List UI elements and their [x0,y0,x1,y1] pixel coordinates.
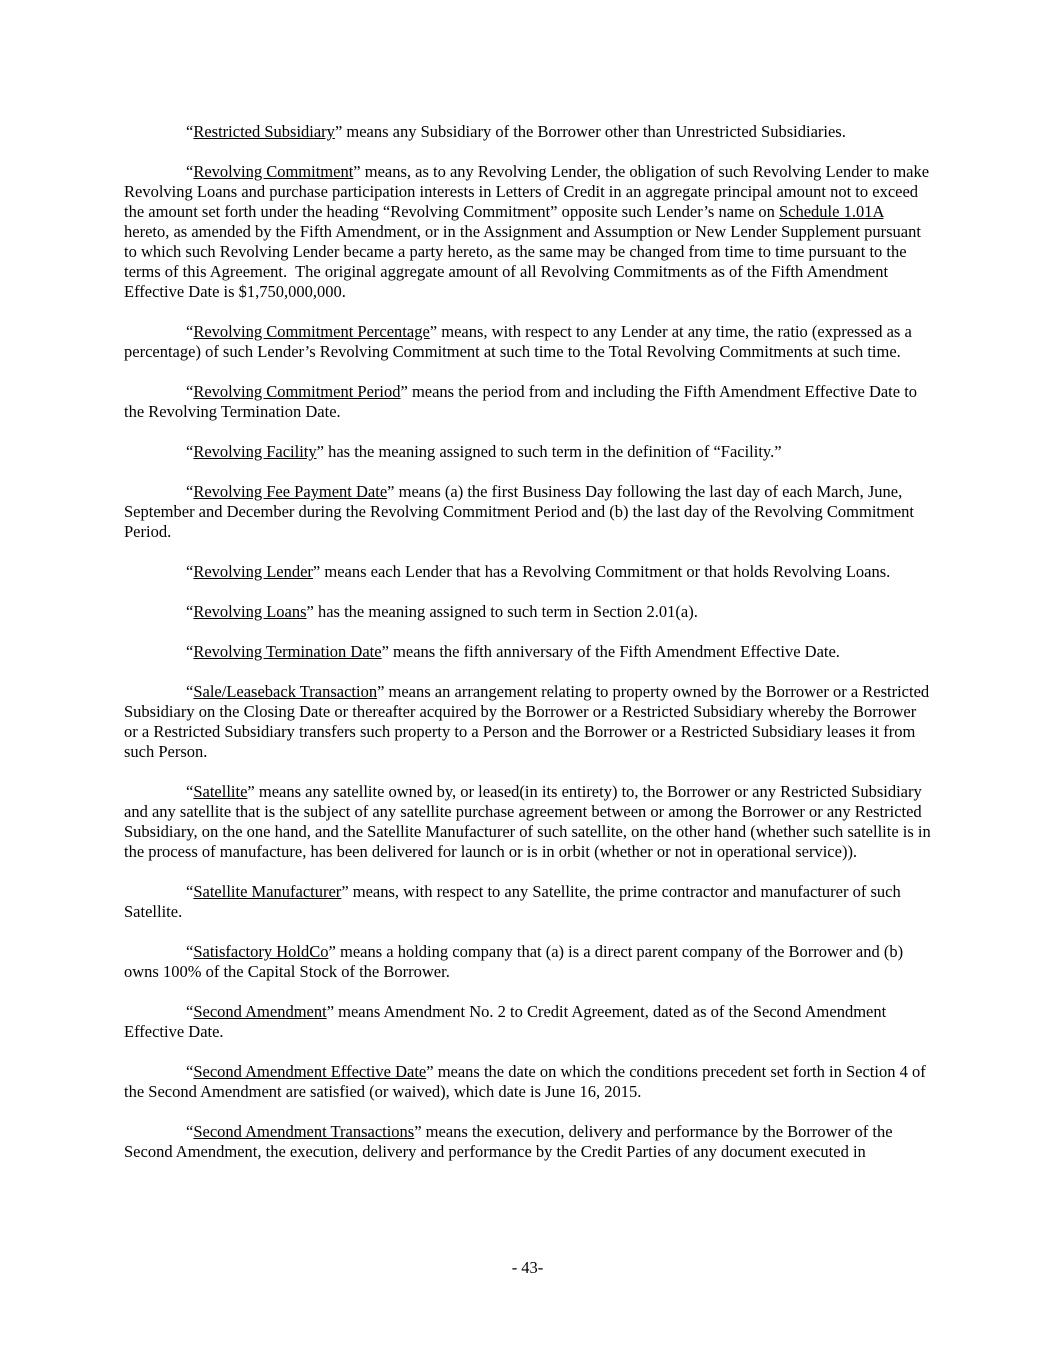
defined-term: Revolving Commitment [193,162,354,181]
defined-term: Revolving Commitment Percentage [193,322,430,341]
paragraph-text: “ [186,382,194,401]
paragraph [124,642,931,662]
paragraph-text: ” means the period from and including the Fifth Amendment Effective Date to the Revolving Termination Date. [124,382,922,421]
defined-term: Satisfactory HoldCo [193,942,329,961]
paragraph [124,1062,931,1102]
defined-term: Revolving Commitment Period [193,382,401,401]
paragraph-text: “ [186,1002,194,1021]
paragraph-text: “ [186,882,194,901]
paragraph [124,1002,931,1042]
paragraph-text: ” means any Subsidiary of the Borrower other than Unrestricted Subsidiaries. [334,122,846,141]
paragraph-text: “ [186,442,194,461]
paragraph [124,1122,931,1162]
paragraph [124,482,931,542]
paragraph [124,562,931,582]
defined-term: Restricted Subsidiary [193,122,335,141]
paragraph-text: ” means a holding company that (a) is a direct parent company of the Borrower and (b) owns 100% of the Capital Stock of the Borrower. [124,942,908,981]
paragraph-text: ” means, as to any Revolving Lender, the obligation of such Revolving Lender to make Revolving Loans and purchase participation interests in Letters of Credit in an aggregate principal amount not to exceed the amount set forth under the heading “Revolving Commitment” opposite such Lender’s name on [124,162,934,221]
defined-term: Satellite [193,782,248,801]
paragraph-text: “ [186,942,194,961]
paragraph [124,782,935,862]
paragraph-text: ” means an arrangement relating to property owned by the Borrower or a Restricted Subsidiary on the Closing Date or thereafter acquired by the Borrower or a Restricted Subsidiary whereby the Borrower or a Restricted Subsidiary transfers such property to a Person and the Borrower or a Restricted Subsidiary leases it from such Person. [124,682,934,761]
page-number: - 43- [511,1258,544,1277]
paragraph [124,162,934,302]
paragraph [124,882,931,922]
paragraph-text: “ [186,682,194,701]
paragraph-text: ” has the meaning assigned to such term in Section 2.01(a). [306,602,698,621]
paragraph-text: “ [186,322,194,341]
paragraph-text: ” means the date on which the conditions precedent set forth in Section 4 of the Second Amendment are satisfied (or waived), which date is June 16, 2015. [124,1062,930,1101]
paragraph-text: ” means (a) the first Business Day following the last day of each March, June, September and December during the Revolving Commitment Period and (b) the last day of the Revolving Commitment Period. [124,482,919,541]
defined-term: Satellite Manufacturer [193,882,342,901]
defined-term: Schedule 1.01A [778,202,884,221]
defined-term: Revolving Lender [193,562,313,581]
paragraph-text: “ [186,1062,194,1081]
paragraph-text: hereto, as amended by the Fifth Amendment, or in the Assignment and Assumption or New Lender Supplement pursuant to which such Revolving Lender became a party hereto, as the same may be changed from time to time pursuant to the terms of this Agreement. The original aggregate amount of all Revolving Commitments as of the Fifth Amendment Effective Date is $1,750,000,000. [124,202,926,301]
defined-term: Revolving Facility [193,442,317,461]
document-body [124,122,935,1182]
paragraph [124,602,931,622]
paragraph-text: ” has the meaning assigned to such term in the definition of “Facility.” [316,442,782,461]
paragraph-text: “ [186,782,194,801]
paragraph [124,442,931,462]
paragraph-text: “ [186,642,194,661]
paragraph [124,942,931,982]
paragraph-text: “ [186,1122,194,1141]
paragraph-text: ” means any satellite owned by, or leased(in its entirety) to, the Borrower or any Restricted Subsidiary and any satellite that is the subject of any satellite purchase agreement between or among the Borrower or any Restricted Subsidiary, on the one hand, and the Satellite Manufacturer of such satellite, on the other hand (whether such satellite is in the process of manufacture, has been delivered for launch or is in orbit (whether or not in operational service)). [124,782,935,861]
paragraph-text: ” means Amendment No. 2 to Credit Agreement, dated as of the Second Amendment Effective Date. [124,1002,891,1041]
paragraph-text: “ [186,602,194,621]
paragraph-text: ” means, with respect to any Satellite, the prime contractor and manufacturer of such Satellite. [124,882,905,921]
defined-term: Revolving Termination Date [193,642,382,661]
paragraph-text: ” means the fifth anniversary of the Fifth Amendment Effective Date. [381,642,840,661]
defined-term: Revolving Fee Payment Date [193,482,388,501]
defined-term: Second Amendment Transactions [193,1122,415,1141]
defined-term: Sale/Leaseback Transaction [193,682,378,701]
defined-term: Revolving Loans [193,602,307,621]
paragraph-text: “ [186,482,194,501]
defined-term: Second Amendment Effective Date [193,1062,427,1081]
paragraph [124,322,931,362]
paragraph [124,382,931,422]
defined-term: Second Amendment [193,1002,327,1021]
paragraph-text: “ [186,562,194,581]
paragraph-text: ” means each Lender that has a Revolving Commitment or that holds Revolving Loans. [312,562,891,581]
paragraph-text: ” means, with respect to any Lender at any time, the ratio (expressed as a percentage) of such Lender’s Revolving Commitment at such time to the Total Revolving Commitments at such time. [124,322,916,361]
paragraph-text: “ [186,162,194,181]
paragraph-text: ” means the execution, delivery and performance by the Borrower of the Second Amendment, the execution, delivery and performance by the Credit Parties of any document executed in [124,1122,897,1161]
paragraph [124,682,934,762]
paragraph-text: “ [186,122,194,141]
paragraph [124,122,931,142]
